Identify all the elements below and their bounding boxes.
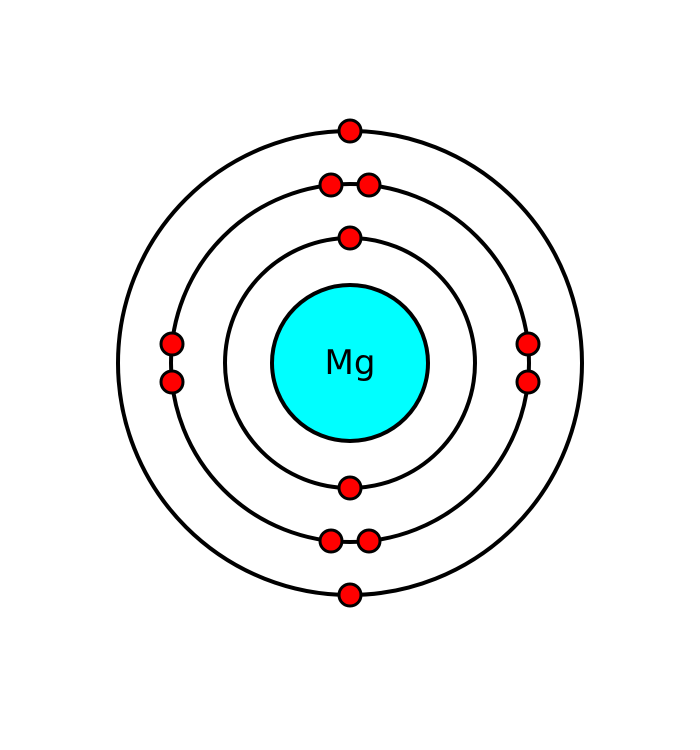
electron-shell-2-1: [320, 174, 342, 196]
electron-shell-2-8: [517, 371, 539, 393]
element-symbol: Mg: [324, 343, 376, 383]
electron-shell-2-6: [161, 371, 183, 393]
electron-shell-2-7: [517, 333, 539, 355]
electron-shell-2-2: [358, 174, 380, 196]
electron-shell-2-5: [161, 333, 183, 355]
electron-shell-1-1: [339, 227, 361, 249]
electron-shell-3-1: [339, 120, 361, 142]
electron-shell-2-3: [320, 530, 342, 552]
electron-shell-2-4: [358, 530, 380, 552]
electron-shell-3-2: [339, 584, 361, 606]
electron-shell-1-2: [339, 477, 361, 499]
